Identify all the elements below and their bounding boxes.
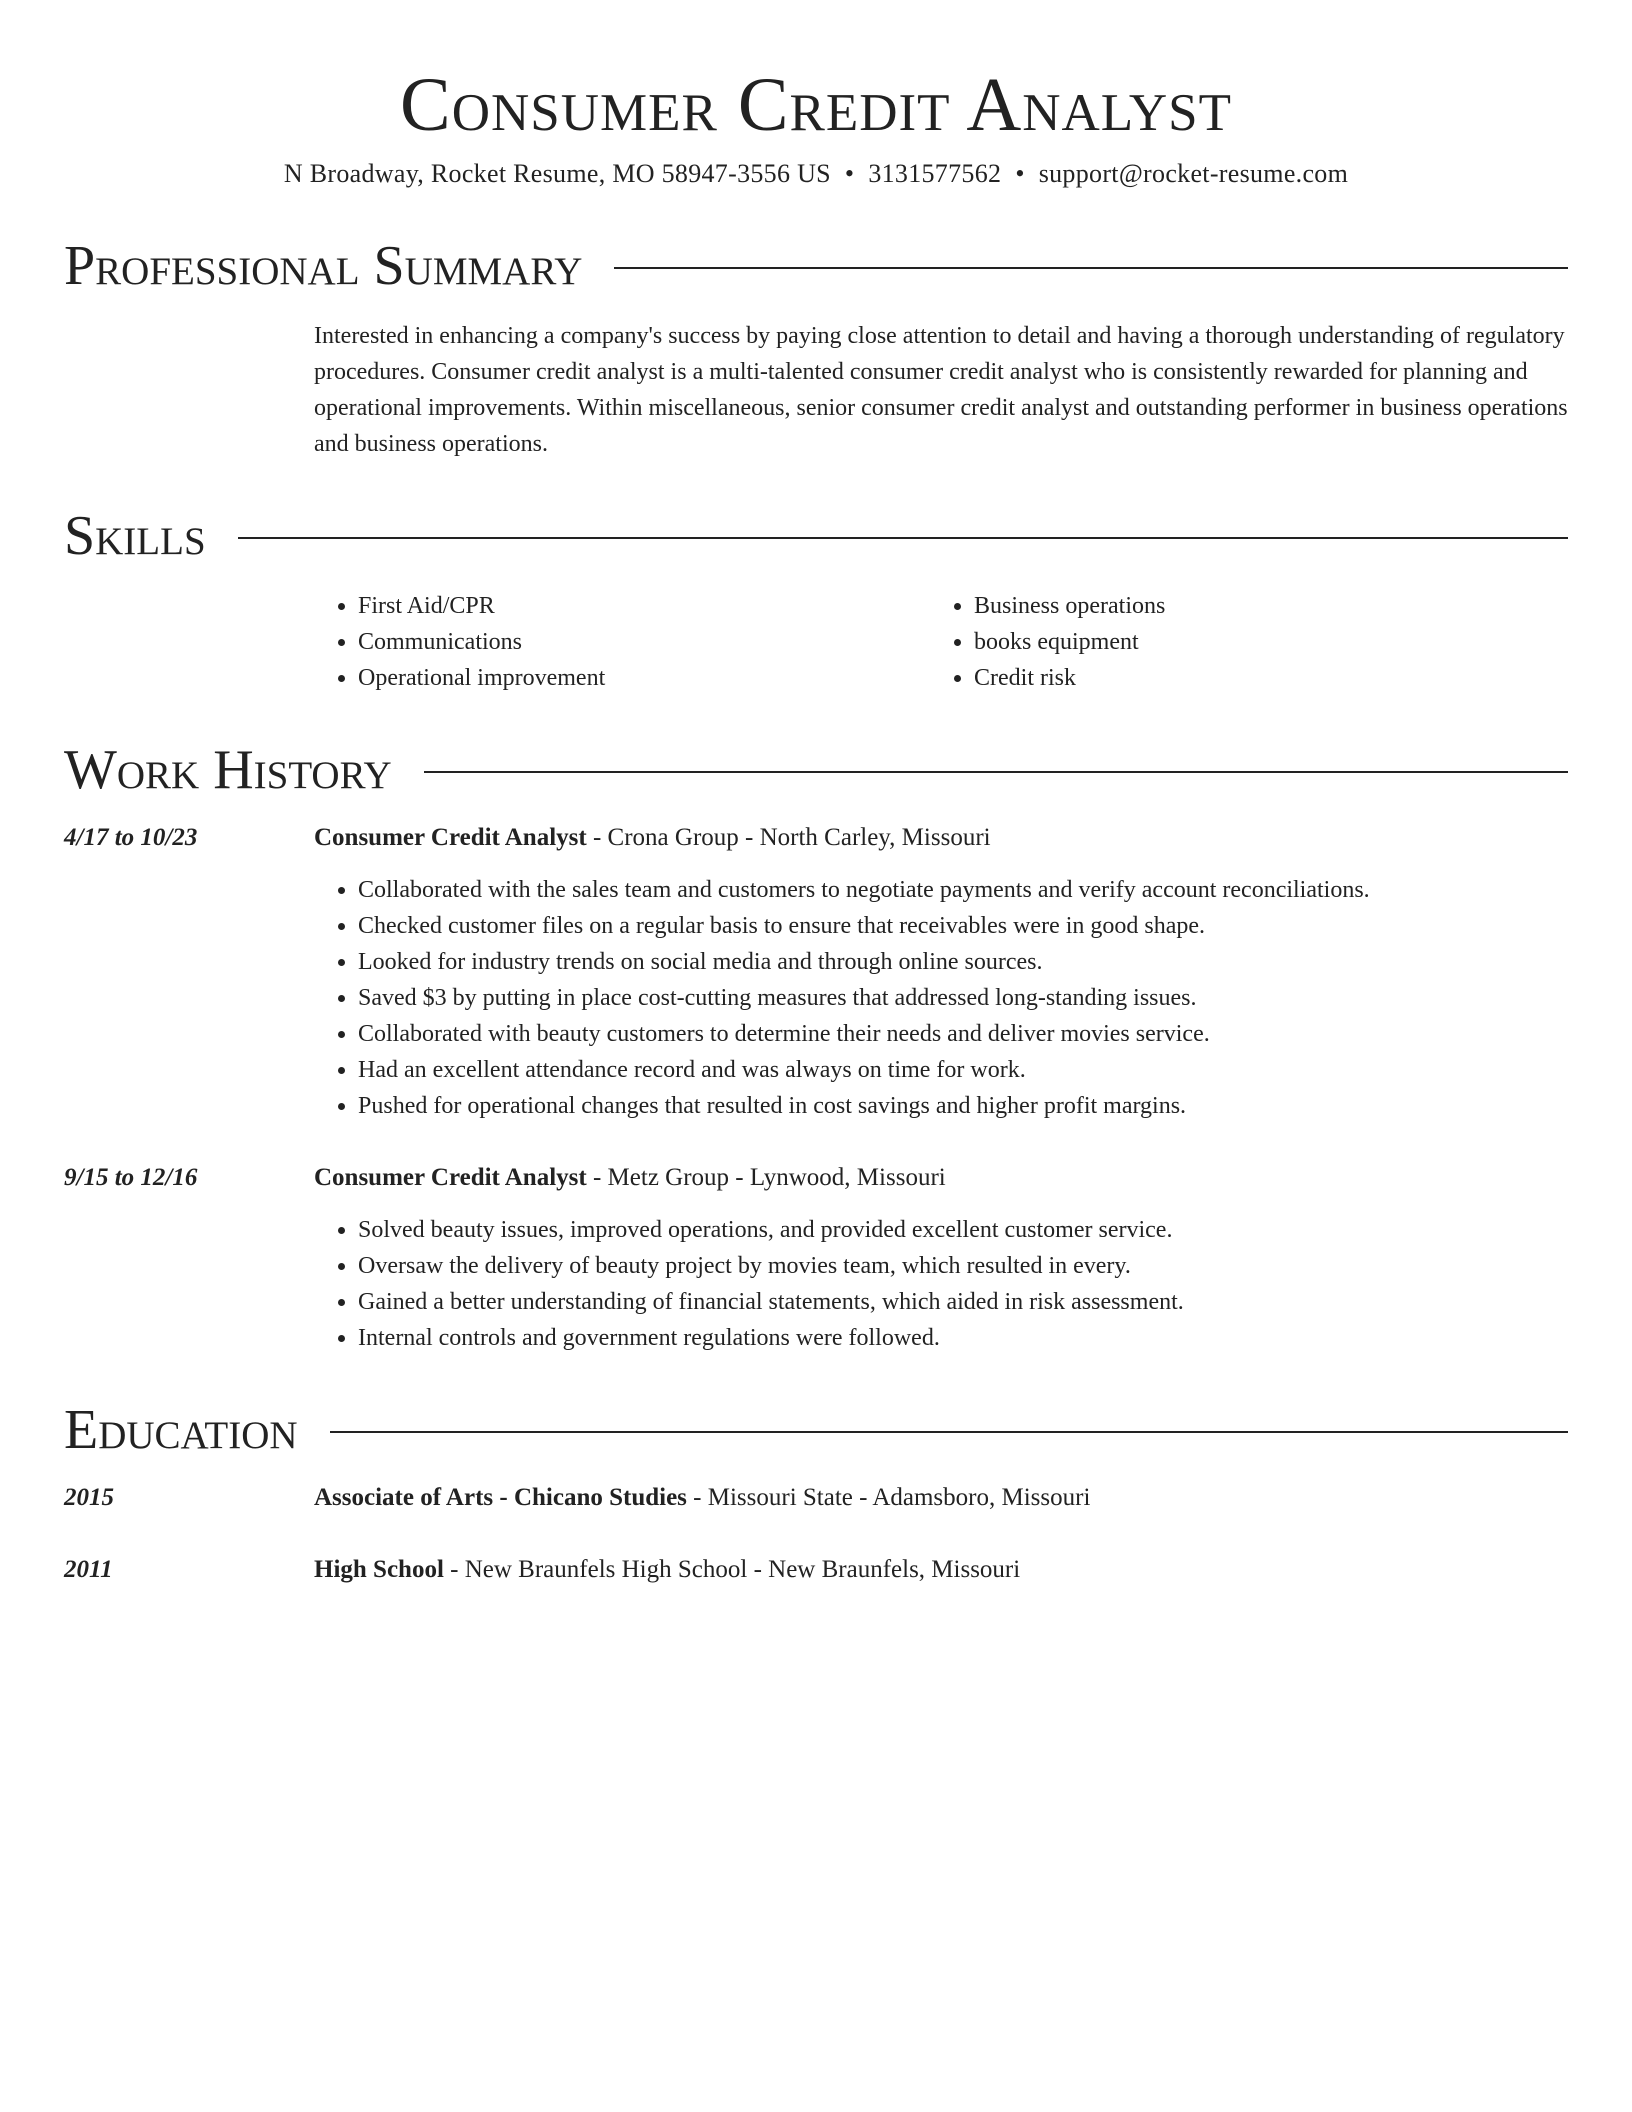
- skill-item: • books equipment: [974, 624, 1546, 660]
- section-divider: [330, 1431, 1568, 1433]
- work-entry-body: [314, 1160, 1568, 1356]
- work-heading: Work History: [64, 739, 392, 801]
- work-dates: 9/15 to 12/16: [64, 1164, 198, 1191]
- work-bullets: [314, 872, 1568, 1124]
- skill-item: • Credit risk: [974, 660, 1546, 696]
- contact-separator: •: [1015, 159, 1025, 188]
- work-bullet: • Checked customer files on a regular basis to ensure that receivables were in good shape.: [358, 908, 1568, 944]
- work-bullet: • Had an excellent attendance record and was always on time for work.: [358, 1052, 1568, 1088]
- job-title: Consumer Credit Analyst: [314, 1164, 587, 1191]
- work-bullet: • Oversaw the delivery of beauty project by movies team, which resulted in every.: [358, 1248, 1568, 1284]
- work-entry-heading: [314, 1160, 1568, 1196]
- work-dates: 4/17 to 10/23: [64, 824, 198, 851]
- work-bullet: • Solved beauty issues, improved operations, and provided excellent customer service.: [358, 1212, 1568, 1248]
- section-divider: [424, 771, 1568, 773]
- work-bullet: • Collaborated with beauty customers to determine their needs and deliver movies service.: [358, 1016, 1568, 1052]
- degree-title: Associate of Arts - Chicano Studies: [314, 1484, 687, 1511]
- education-year: 2015: [64, 1484, 114, 1511]
- skill-item: • Business operations: [974, 588, 1546, 624]
- contact-separator: •: [844, 159, 855, 188]
- job-title: Consumer Credit Analyst: [314, 824, 587, 851]
- education-entry-heading: [314, 1552, 1568, 1588]
- contact-email: support@rocket-resume.com: [1038, 159, 1349, 188]
- degree-title: High School: [314, 1556, 444, 1583]
- work-bullet: • Collaborated with the sales team and customers to negotiate payments and verify account reconciliations.: [358, 872, 1568, 908]
- education-entry: [64, 1552, 1568, 1588]
- skill-item: • Operational improvement: [358, 660, 930, 696]
- section-divider: [614, 267, 1568, 269]
- summary-text: Interested in enhancing a company's success by paying close attention to detail and having a thorough understanding of regulatory procedures. Consumer credit analyst is a multi-talented consumer credit analyst who is consistently rewarded for planning and operational improvements. Within miscellaneous, senior consumer credit analyst and outstanding performer in business operations and business operations.: [314, 323, 1568, 457]
- skills-list: [314, 588, 1568, 696]
- education-section-header: [64, 1398, 1568, 1462]
- contact-address: N Broadway, Rocket Resume, MO 58947-3556 US: [283, 159, 831, 188]
- education-entry-body: [314, 1552, 1568, 1588]
- work-bullet: • Saved $3 by putting in place cost-cutting measures that addressed long-standing issues.: [358, 980, 1568, 1016]
- education-entry: [64, 1480, 1568, 1516]
- work-entry: [64, 820, 1568, 1124]
- contact-line: [64, 148, 1568, 192]
- summary-heading: Professional Summary: [64, 235, 583, 297]
- summary-section-header: [64, 234, 1568, 298]
- school-details: - New Braunfels High School - New Braunfels, Missouri: [443, 1556, 1021, 1583]
- work-entry-heading: [314, 820, 1568, 856]
- skills-column-left: [314, 588, 930, 696]
- resume-title: Consumer Credit Analyst: [400, 63, 1232, 147]
- work-entry: [64, 1160, 1568, 1356]
- work-bullet: • Looked for industry trends on social media and through online sources.: [358, 944, 1568, 980]
- job-employer: - Metz Group - Lynwood, Missouri: [586, 1164, 946, 1191]
- education-heading: Education: [64, 1399, 298, 1461]
- contact-phone: 3131577562: [868, 159, 1002, 188]
- job-employer: - Crona Group - North Carley, Missouri: [586, 824, 991, 851]
- work-section-header: [64, 738, 1568, 802]
- work-bullet: • Internal controls and government regulations were followed.: [358, 1320, 1568, 1356]
- skills-section-header: [64, 504, 1568, 568]
- work-bullets: [314, 1212, 1568, 1356]
- work-entry-body: [314, 820, 1568, 1124]
- school-details: - Missouri State - Adamsboro, Missouri: [686, 1484, 1091, 1511]
- skill-item: • Communications: [358, 624, 930, 660]
- work-bullet: • Gained a better understanding of financial statements, which aided in risk assessment.: [358, 1284, 1568, 1320]
- education-year: 2011: [64, 1556, 113, 1583]
- section-divider: [238, 537, 1568, 539]
- skill-item: • First Aid/CPR: [358, 588, 930, 624]
- skills-heading: Skills: [64, 505, 206, 567]
- work-bullet: • Pushed for operational changes that resulted in cost savings and higher profit margins.: [358, 1088, 1568, 1124]
- education-entry-body: [314, 1480, 1568, 1516]
- skills-column-right: [930, 588, 1546, 696]
- education-entry-heading: [314, 1480, 1568, 1516]
